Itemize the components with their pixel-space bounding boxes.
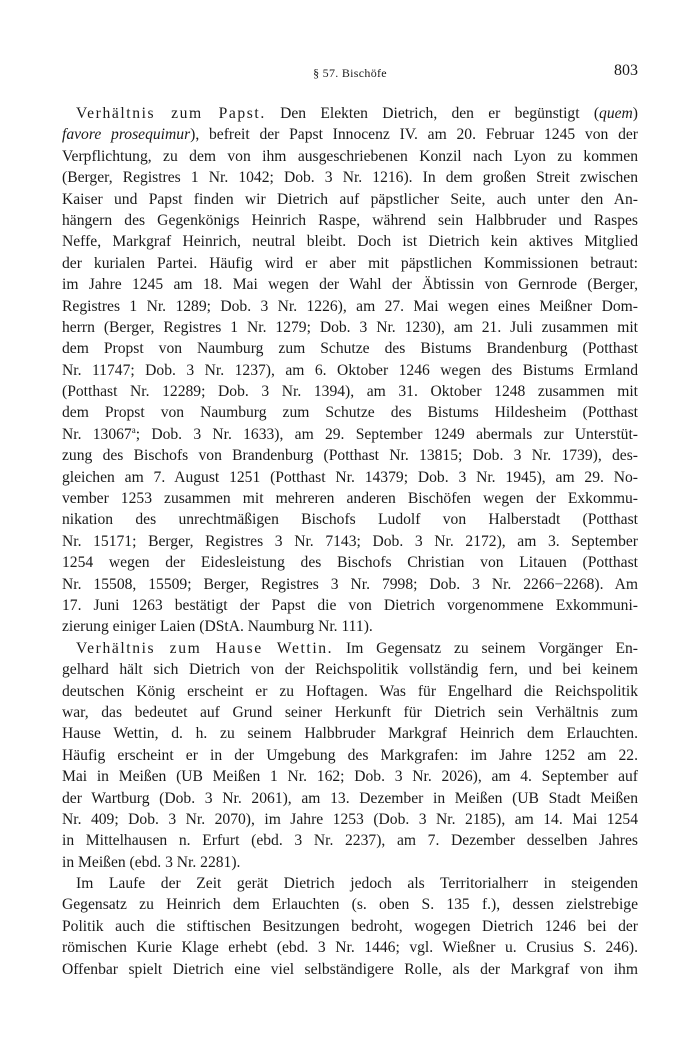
text-line: vember 1253 zusammen mit mehreren anderen Bischöfen wegen der Exkommu- <box>62 490 638 508</box>
text-line: Mai in Meißen (UB Meißen 1 Nr. 162; Dob. 3 Nr. 2026), am 4. September auf <box>62 768 638 786</box>
text-line: der kurialen Partei. Häufig wird er aber mit päpstlichen Kommissionen betraut: <box>62 254 638 272</box>
text-line: in Meißen (ebd. 3 Nr. 2281). <box>62 853 241 871</box>
text-line: Gegensatz zu Heinrich dem Erlauchten (s. oben S. 135 f.), dessen zielstrebige <box>62 896 638 914</box>
text-line: (Berger, Registres 1 Nr. 1042; Dob. 3 Nr. 1216). In dem großen Streit zwischen <box>62 169 638 187</box>
text-line: deutschen König erscheint er zu Hoftagen. Was für Engelhard die Reichspolitik <box>62 682 638 700</box>
text-line: in Mittelhausen n. Erfurt (ebd. 3 Nr. 2237), am 7. Dezember desselben Jahres <box>62 832 638 850</box>
text-line: Nr. 11747; Dob. 3 Nr. 1237), am 6. Oktober 1246 wegen des Bistums Ermland <box>62 361 638 379</box>
text-line: Nr. 13067$^a$; Dob. 3 Nr. 1633), am 29. September 1249 abermals zur Unterstüt- <box>62 424 638 443</box>
text-line: Offenbar spielt Dietrich eine viel selbständigere Rolle, als der Markgraf von ihm <box>62 960 638 978</box>
text-line: Kaiser und Papst finden wir Dietrich auf päpstlicher Seite, auch unter den An- <box>62 190 638 208</box>
body-text <box>62 103 638 980</box>
section-heading-papst: Verhältnis zum Papst. <box>76 105 266 122</box>
text-line: favore prosequimur), befreit der Papst Innocenz IV. am 20. Februar 1245 von der <box>62 126 638 144</box>
running-head: § 57. Bischöfe <box>313 66 387 80</box>
text-line: römischen Kurie Klage erhebt (ebd. 3 Nr. 1446; vgl. Wießner u. Crusius S. 246). <box>62 939 638 957</box>
text-line: Verhältnis zum Hause Wettin. Im Gegensatz zu seinem Vorgänger En- <box>76 639 638 657</box>
text-line: Verhältnis zum Papst. Den Elekten Dietrich, den er begünstigt (quem) <box>76 105 638 122</box>
text-line: 17. Juni 1263 bestätigt der Papst die von Dietrich vorgenommene Exkommuni- <box>62 596 638 614</box>
text-line: herrn (Berger, Registres 1 Nr. 1279; Dob. 3 Nr. 1230), am 21. Juli zusammen mit <box>62 318 638 336</box>
text-line: zung des Bischofs von Brandenburg (Potthast Nr. 13815; Dob. 3 Nr. 1739), des- <box>62 447 638 465</box>
text-line: Nr. 15508, 15509; Berger, Registres 3 Nr. 7998; Dob. 3 Nr. 2266−2268). Am <box>62 575 638 593</box>
text-line: Nr. 15171; Berger, Registres 3 Nr. 7143; Dob. 3 Nr. 2172), am 3. September <box>62 532 638 550</box>
text-line: Häufig erscheint er in der Umgebung des Markgrafen: im Jahre 1252 am 22. <box>62 746 638 764</box>
text-line: Hause Wettin, d. h. zu seinem Halbbruder Markgraf Heinrich dem Erlauchten. <box>62 725 638 743</box>
text-line: nikation des unrechtmäßigen Bischofs Ludolf von Halberstadt (Potthast <box>62 511 638 529</box>
text-line: dem Propst von Naumburg zum Schutze des Bistums Hildesheim (Potthast <box>62 404 638 422</box>
footnote-marker: a <box>131 424 136 435</box>
text-line: hängern des Gegenkönigs Heinrich Raspe, während sein Halbbruder und Raspes <box>62 211 638 229</box>
text-line: war, das bedeutet auf Grund seiner Herkunft für Dietrich sein Verhältnis zum <box>62 703 638 721</box>
text-line: im Jahre 1245 am 18. Mai wegen der Wahl der Äbtissin von Gernrode (Berger, <box>62 276 638 294</box>
text-line: (Potthast Nr. 12289; Dob. 3 Nr. 1394), am 31. Oktober 1248 zusammen mit <box>62 383 638 401</box>
text-line: Verpflichtung, zu dem von ihm ausgeschriebenen Konzil nach Lyon zu kommen <box>62 147 638 165</box>
text-line: dem Propst von Naumburg zum Schutze des Bistums Brandenburg (Potthast <box>62 340 638 358</box>
text-line: gelhard hält sich Dietrich von der Reichspolitik vollständig fern, und bei keinem <box>62 661 638 679</box>
text-line: 1254 wegen der Eidesleistung des Bischofs Christian von Litauen (Potthast <box>62 554 638 572</box>
text-line: der Wartburg (Dob. 3 Nr. 2061), am 13. Dezember in Meißen (UB Stadt Meißen <box>62 789 638 807</box>
text-line: Nr. 409; Dob. 3 Nr. 2070), im Jahre 1253 (Dob. 3 Nr. 2185), am 14. Mai 1254 <box>62 810 638 828</box>
text-line: Politik auch die stiftischen Besitzungen bedroht, wogegen Dietrich 1246 bei der <box>62 917 638 935</box>
page-header <box>62 62 638 86</box>
text-line: zierung einiger Laien (DStA. Naumburg Nr. 111). <box>62 618 373 636</box>
text-line: Im Laufe der Zeit gerät Dietrich jedoch als Territorialherr in steigenden <box>76 875 638 893</box>
text-line: gleichen am 7. August 1251 (Potthast Nr. 14379; Dob. 3 Nr. 1945), am 29. No- <box>62 468 638 486</box>
text-line: Registres 1 Nr. 1289; Dob. 3 Nr. 1226), am 27. Mai wegen eines Meißner Dom- <box>62 297 638 315</box>
text-line: Neffe, Markgraf Heinrich, neutral bleibt. Doch ist Dietrich kein aktives Mitglied <box>62 233 638 251</box>
section-heading-wettin: Verhältnis zum Hause Wettin. <box>76 639 334 657</box>
page-number: 803 <box>614 62 638 79</box>
